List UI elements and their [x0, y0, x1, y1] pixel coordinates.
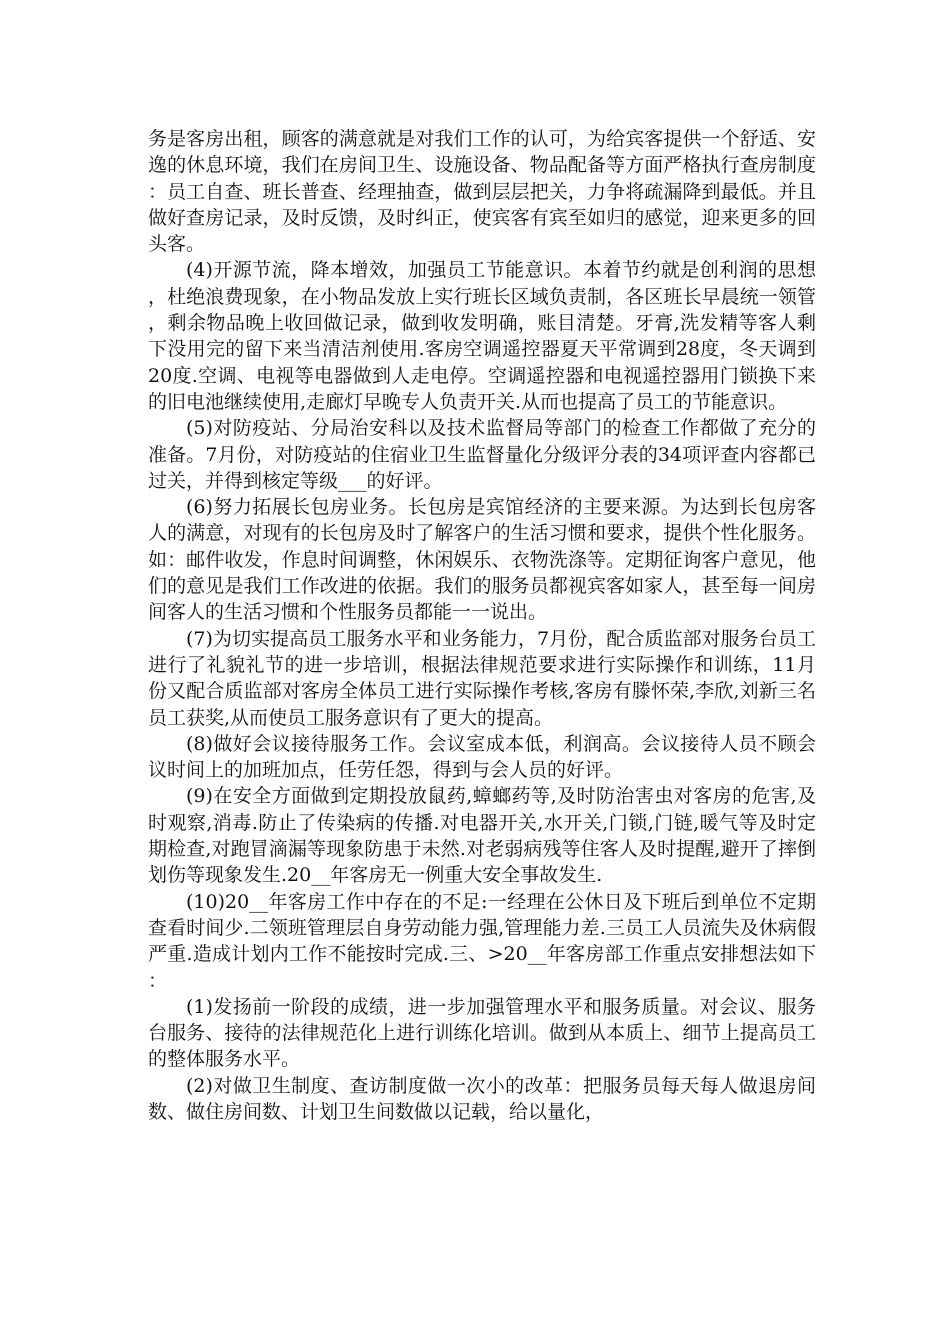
paragraph-plan-2: (2)对做卫生制度、查访制度做一次小的改革：把服务员每天每人做退房间数、做住房间数、计划卫生间数做以记载，给以量化，: [148, 1074, 816, 1123]
document-page: [148, 126, 816, 1125]
paragraph-continued: 务是客房出租，顾客的满意就是对我们工作的认可，为给宾客提供一个舒适、安逸的休息环境，我们在房间卫生、设施设备、物品配备等方面严格执行查房制度：员工自查、班长普查、经理抽查，做到层层把关，力争将疏漏降到最低。并且做好查房记录，及时反馈，及时纠正，使宾客有宾至如归的感觉，迎来更多的回头客。: [148, 128, 816, 256]
paragraph-item-6: (6)努力拓展长包房业务。长包房是宾馆经济的主要来源。为达到长包房客人的满意，对现有的长包房及时了解客户的生活习惯和要求，提供个性化服务。如：邮件收发，作息时间调整，休闲娱乐、衣物洗涤等。定期征询客户意见，他们的意见是我们工作改进的依据。我们的服务员都视宾客如家人，甚至每一间房间客人的生活习惯和个性服务员都能一一说出。: [148, 496, 816, 624]
paragraph-item-10: (10)20__年客房工作中存在的不足:一经理在公休日及下班后到单位不定期查看时间少.二领班管理层自身劳动能力强,管理能力差.三员工人员流失及休病假严重.造成计划内工作不能按时完成.三、>20__年客房部工作重点安排想法如下：: [148, 890, 816, 992]
paragraph-item-8: (8)做好会议接待服务工作。会议室成本低，利润高。会议接待人员不顾会议时间上的加班加点，任劳任怨，得到与会人员的好评。: [148, 732, 816, 782]
paragraph-plan-1: (1)发扬前一阶段的成绩，进一步加强管理水平和服务质量。对会议、服务台服务、接待的法律规范化上进行训练化培训。做到从本质上、细节上提高员工的整体服务水平。: [148, 995, 816, 1071]
paragraph-item-4: (4)开源节流，降本增效，加强员工节能意识。本着节约就是创利润的思想，杜绝浪费现象，在小物品发放上实行班长区域负责制，各区班长早晨统一领管，剩余物品晚上收回做记录，做到收发明确，账目清楚。牙膏,洗发精等客人剩下没用完的留下来当清洁剂使用.客房空调遥控器夏天平常调到28度，冬天调到20度.空调、电视等电器做到人走电停。空调遥控器和电视遥控器用门锁换下来的旧电池继续使用,走廊灯早晚专人负责开关.从而也提高了员工的节能意识。: [148, 259, 816, 413]
paragraph-item-9: (9)在安全方面做到定期投放鼠药,蟑螂药等,及时防治害虫对客房的危害,及时观察,消毒.防止了传染病的传播.对电器开关,水开关,门锁,门链,暖气等及时定期检查,对跑冒滴漏等现象防患于未然.对老弱病残等住客人及时提醒,避开了摔倒划伤等现象发生.20__年客房无一例重大安全事故发生.: [148, 785, 816, 887]
paragraph-item-7: (7)为切实提高员工服务水平和业务能力，7月份，配合质监部对服务台员工进行了礼貌礼节的进一步培训，根据法律规范要求进行实际操作和训练，11月份又配合质监部对客房全体员工进行实际操作考核,客房有滕怀荣,李欣,刘新三名员工获奖,从而使员工服务意识有了更大的提高。: [148, 627, 816, 729]
paragraph-item-5: (5)对防疫站、分局治安科以及技术监督局等部门的检查工作都做了充分的准备。7月份，对防疫站的住宿业卫生监督量化分级评分表的34项评查内容都已过关，并得到核定等级___的好评。: [148, 417, 816, 492]
